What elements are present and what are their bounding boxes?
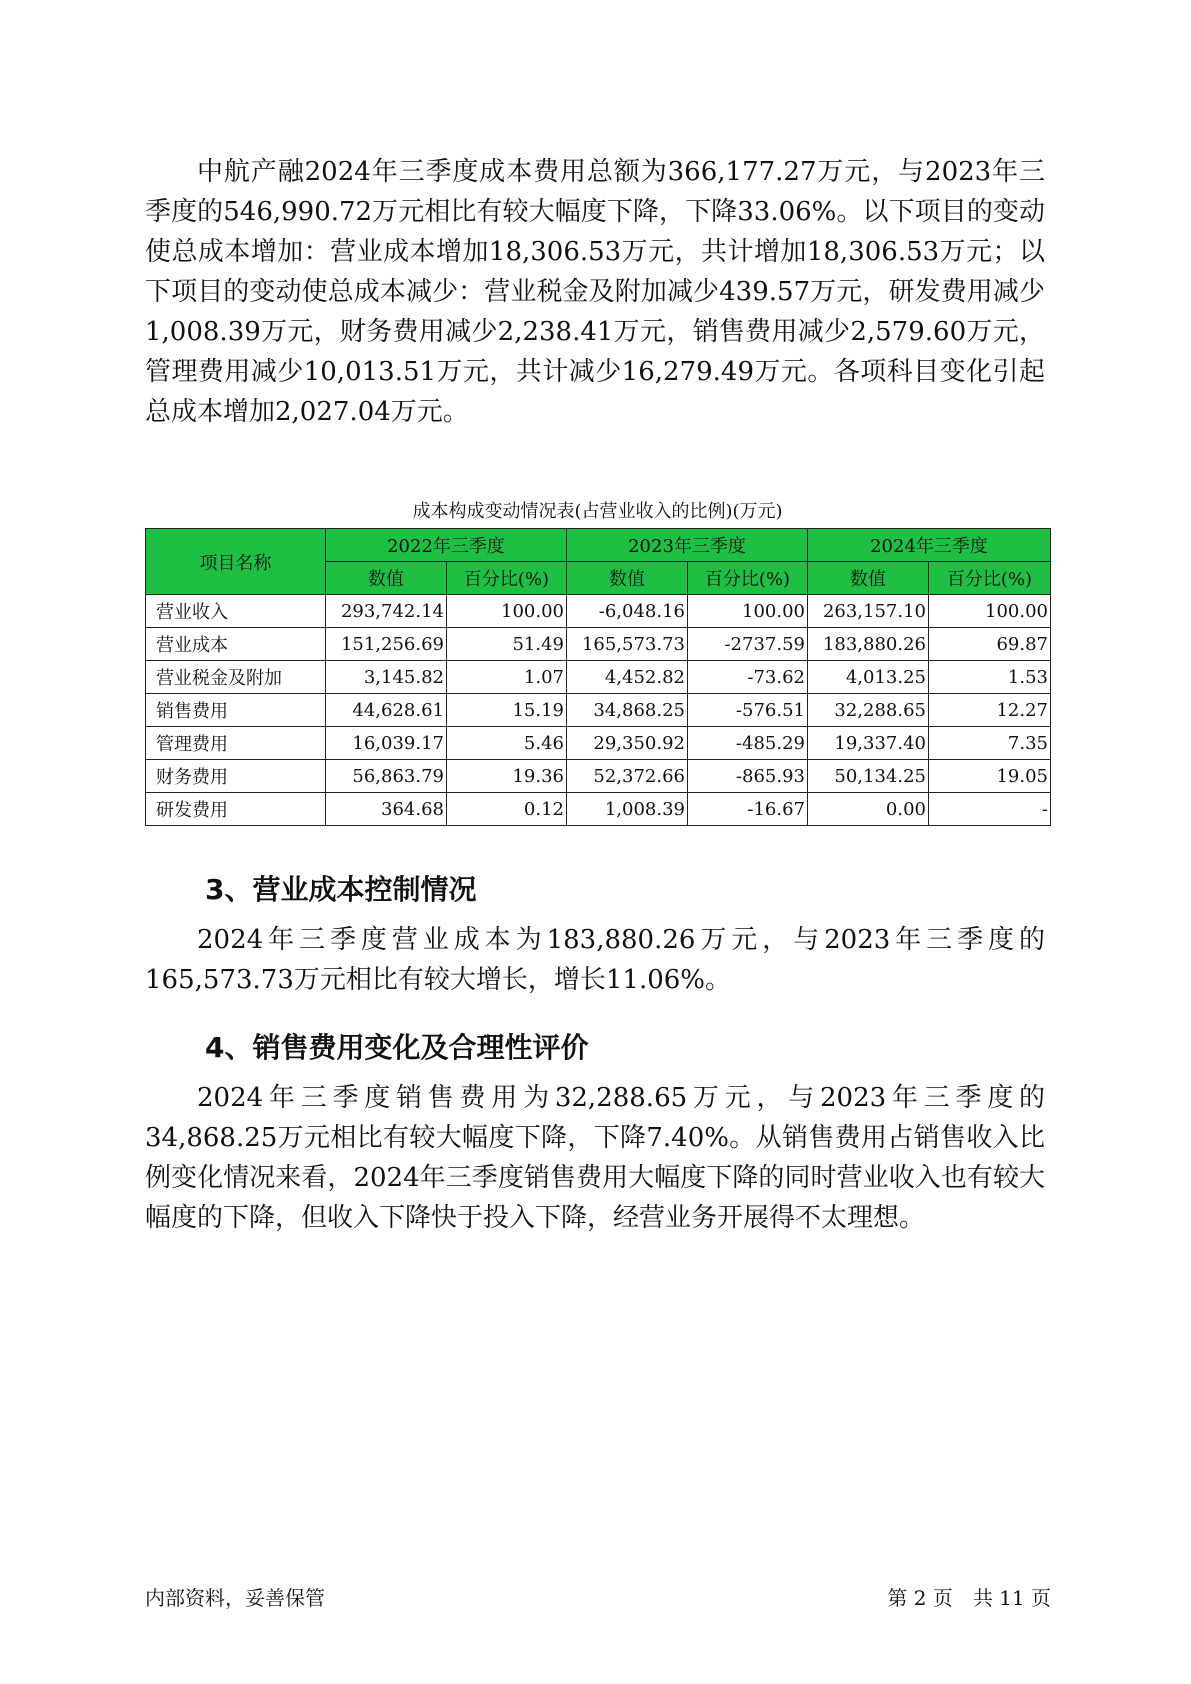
subheader-value: 数值 — [326, 562, 447, 595]
cell: -485.29 — [688, 727, 808, 760]
cell: 56,863.79 — [326, 760, 447, 793]
section-heading-3: 3、营业成本控制情况 — [205, 873, 477, 906]
cell: 151,256.69 — [326, 628, 447, 661]
table-row — [146, 793, 1051, 826]
table-row — [146, 760, 1051, 793]
cell: 0.00 — [808, 793, 929, 826]
cell: 183,880.26 — [808, 628, 929, 661]
cell: -6,048.16 — [567, 595, 688, 628]
row-name: 营业收入 — [146, 595, 326, 628]
subheader-percent: 百分比(%) — [447, 562, 567, 595]
header-period: 2022年三季度 — [326, 529, 567, 562]
table-row — [146, 727, 1051, 760]
cell: 263,157.10 — [808, 595, 929, 628]
cell: 15.19 — [447, 694, 567, 727]
cell: 0.12 — [447, 793, 567, 826]
cell: -73.62 — [688, 661, 808, 694]
subheader-percent: 百分比(%) — [929, 562, 1051, 595]
cell: 19.36 — [447, 760, 567, 793]
table-row — [146, 628, 1051, 661]
cell: 165,573.73 — [567, 628, 688, 661]
footer-page-number: 第 2 页 共 11 页 — [887, 1586, 1051, 1610]
intro-paragraph: 中航产融2024年三季度成本费用总额为366,177.27万元，与2023年三季度的546,990.72万元相比有较大幅度下降，下降33.06%。以下项目的变动使总成本增加：营业成本增加18,306.53万元，共计增加18,306.53万元；以下项目的变动使总成本减少：营业税金及附加减少439.57万元，研发费用减少1,008.39万元，财务费用减少2,238.41万元，销售费用减少2,579.60万元，管理费用减少10,013.51万元，共计减少16,279.49万元。各项科目变化引起总成本增加2,027.04万元。 — [145, 157, 1045, 427]
table-row — [146, 595, 1051, 628]
cell: 3,145.82 — [326, 661, 447, 694]
subheader-percent: 百分比(%) — [688, 562, 808, 595]
subheader-value: 数值 — [567, 562, 688, 595]
subheader-value: 数值 — [808, 562, 929, 595]
cell: 29,350.92 — [567, 727, 688, 760]
cell: 50,134.25 — [808, 760, 929, 793]
cell: 293,742.14 — [326, 595, 447, 628]
cell: 7.35 — [929, 727, 1051, 760]
header-period: 2023年三季度 — [567, 529, 808, 562]
cell: 100.00 — [447, 595, 567, 628]
cell: 5.46 — [447, 727, 567, 760]
cell: 1.07 — [447, 661, 567, 694]
cell: -2737.59 — [688, 628, 808, 661]
cell: - — [929, 793, 1051, 826]
operating-cost-paragraph: 2024年三季度营业成本为183,880.26万元，与2023年三季度的165,573.73万元相比有较大增长，增长11.06%。 — [145, 925, 1045, 995]
cost-structure-table — [145, 528, 1051, 826]
cell: 4,013.25 — [808, 661, 929, 694]
cell: 100.00 — [688, 595, 808, 628]
cell: -865.93 — [688, 760, 808, 793]
table-caption: 成本构成变动情况表(占营业收入的比例)(万元) — [412, 501, 783, 522]
header-item-name: 项目名称 — [146, 529, 326, 595]
section-heading-4: 4、销售费用变化及合理性评价 — [205, 1031, 589, 1064]
cell: 32,288.65 — [808, 694, 929, 727]
cell: 4,452.82 — [567, 661, 688, 694]
cell: 52,372.66 — [567, 760, 688, 793]
row-name: 销售费用 — [146, 694, 326, 727]
row-name: 管理费用 — [146, 727, 326, 760]
cell: 19,337.40 — [808, 727, 929, 760]
row-name: 营业税金及附加 — [146, 661, 326, 694]
footer-confidential: 内部资料，妥善保管 — [145, 1586, 325, 1610]
cell: 44,628.61 — [326, 694, 447, 727]
cell: 34,868.25 — [567, 694, 688, 727]
cell: -16.67 — [688, 793, 808, 826]
table-header-row — [146, 529, 1051, 562]
table-row — [146, 694, 1051, 727]
cell: -576.51 — [688, 694, 808, 727]
row-name: 营业成本 — [146, 628, 326, 661]
cell: 51.49 — [447, 628, 567, 661]
cell: 1,008.39 — [567, 793, 688, 826]
row-name: 研发费用 — [146, 793, 326, 826]
sales-expense-paragraph: 2024年三季度销售费用为32,288.65万元，与2023年三季度的34,868.25万元相比有较大幅度下降，下降7.40%。从销售费用占销售收入比例变化情况来看，2024年三季度销售费用大幅度下降的同时营业收入也有较大幅度的下降，但收入下降快于投入下降，经营业务开展得不太理想。 — [145, 1083, 1045, 1233]
cell: 16,039.17 — [326, 727, 447, 760]
row-name: 财务费用 — [146, 760, 326, 793]
table-row — [146, 661, 1051, 694]
cell: 12.27 — [929, 694, 1051, 727]
cell: 1.53 — [929, 661, 1051, 694]
cell: 69.87 — [929, 628, 1051, 661]
cell: 364.68 — [326, 793, 447, 826]
cell: 19.05 — [929, 760, 1051, 793]
cell: 100.00 — [929, 595, 1051, 628]
header-period: 2024年三季度 — [808, 529, 1051, 562]
